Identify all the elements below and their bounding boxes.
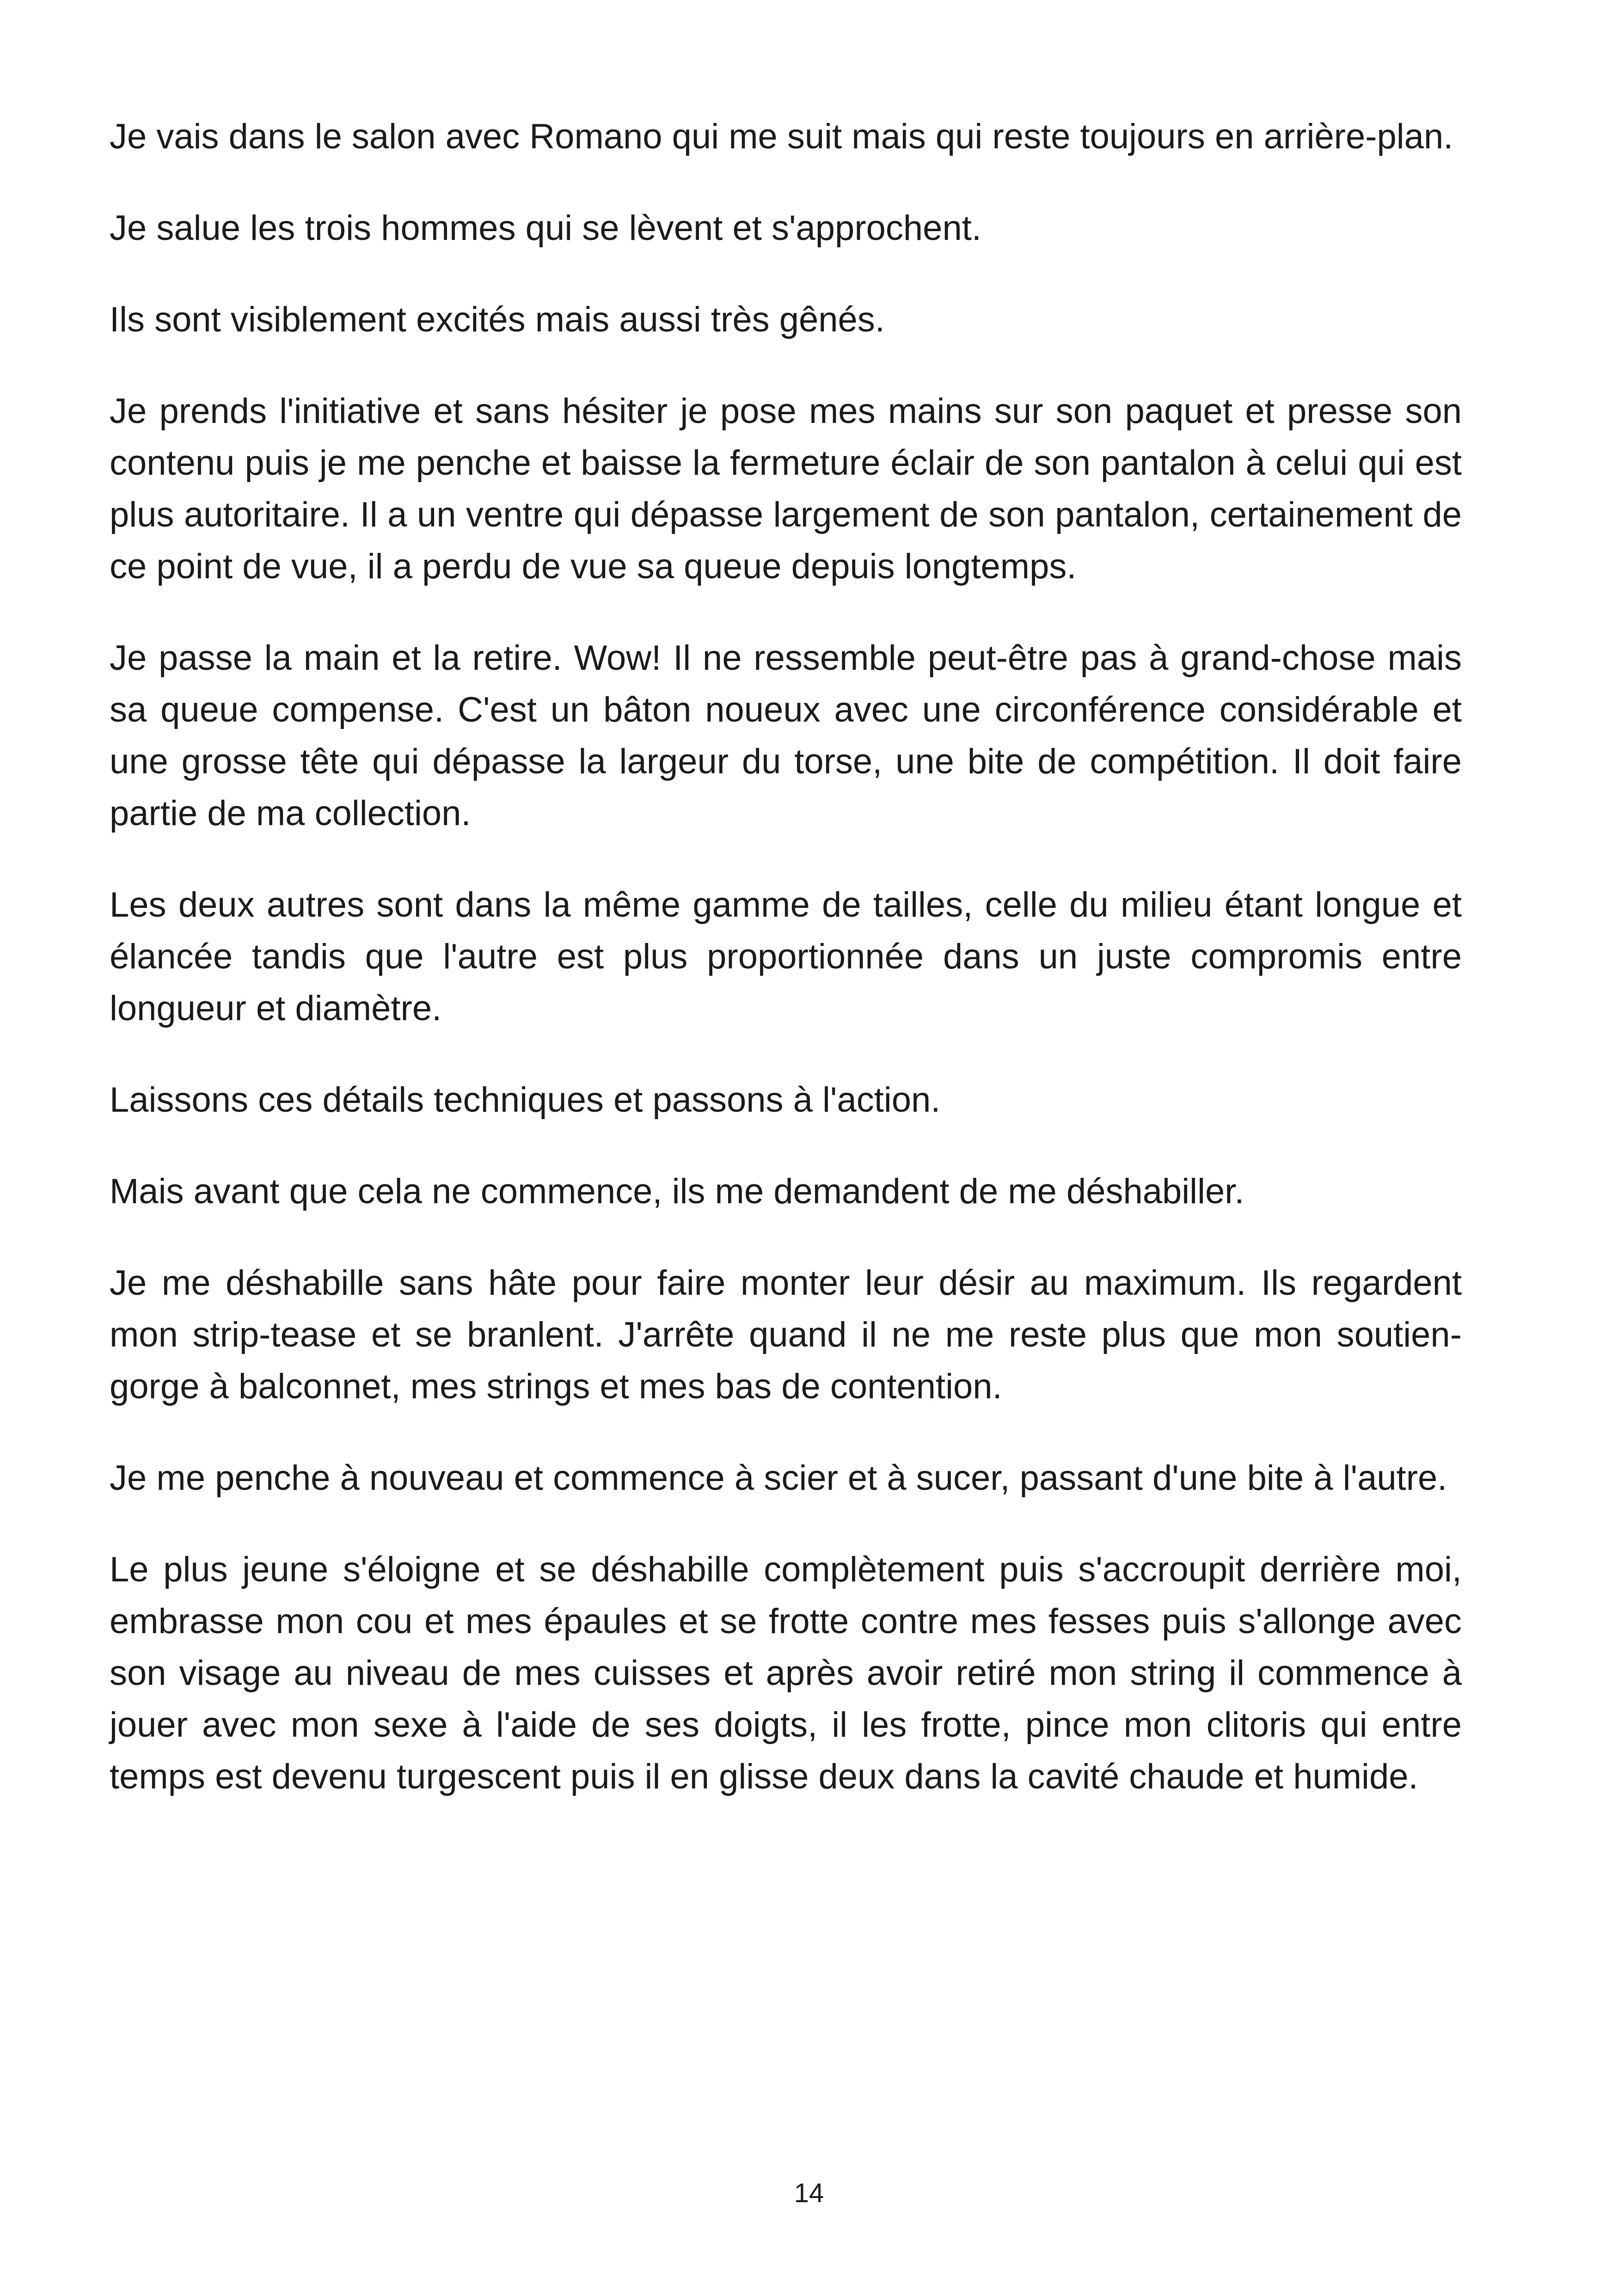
body-text <box>110 111 1462 1843</box>
paragraph: Les deux autres sont dans la même gamme de tailles, celle du milieu étant longue et élancée tandis que l'autre est plus proportionnée dans un juste compromis entre longueur et diamètre. <box>110 885 1462 1028</box>
paragraph: Je passe la main et la retire. Wow! Il ne ressemble peut-être pas à grand-chose mais sa queue compense. C'est un bâton noueux avec une circonférence considérable et une grosse tête qui dépasse la largeur du torse, une bite de compétition. Il doit faire partie de ma collection. <box>110 638 1462 833</box>
paragraph: Je vais dans le salon avec Romano qui me suit mais qui reste toujours en arrière-plan. <box>110 117 1453 156</box>
paragraph: Je salue les trois hommes qui se lèvent et s'approchent. <box>110 208 981 248</box>
paragraph: Je prends l'initiative et sans hésiter je pose mes mains sur son paquet et presse son contenu puis je me penche et baisse la fermeture éclair de son pantalon à celui qui est plus autoritaire. Il a un ventre qui dépasse largement de son pantalon, certainement de ce point de vue, il a perdu de vue sa queue depuis longtemps. <box>110 392 1462 586</box>
paragraph: Mais avant que cela ne commence, ils me demandent de me déshabiller. <box>110 1172 1244 1211</box>
page-number: 14 <box>794 2178 824 2208</box>
paragraph: Le plus jeune s'éloigne et se déshabille complètement puis s'accroupit derrière moi, embrasse mon cou et mes épaules et se frotte contre mes fesses puis s'allonge avec son visage au niveau de mes cuisses et après avoir retiré mon string il commence à jouer avec mon sexe à l'aide de ses doigts, il les frotte, pince mon clitoris qui entre temps est devenu turgescent puis il en glisse deux dans la cavité chaude et humide. <box>110 1550 1462 1796</box>
paragraph: Ils sont visiblement excités mais aussi très gênés. <box>110 300 885 339</box>
paragraph: Je me penche à nouveau et commence à scier et à sucer, passant d'une bite à l'autre. <box>110 1458 1447 1498</box>
paragraph: Je me déshabille sans hâte pour faire monter leur désir au maximum. Ils regardent mon strip-tease et se branlent. J'arrête quand il ne me reste plus que mon soutien-gorge à balconnet, mes strings et mes bas de contention. <box>110 1263 1462 1406</box>
paragraph: Laissons ces détails techniques et passons à l'action. <box>110 1080 941 1120</box>
